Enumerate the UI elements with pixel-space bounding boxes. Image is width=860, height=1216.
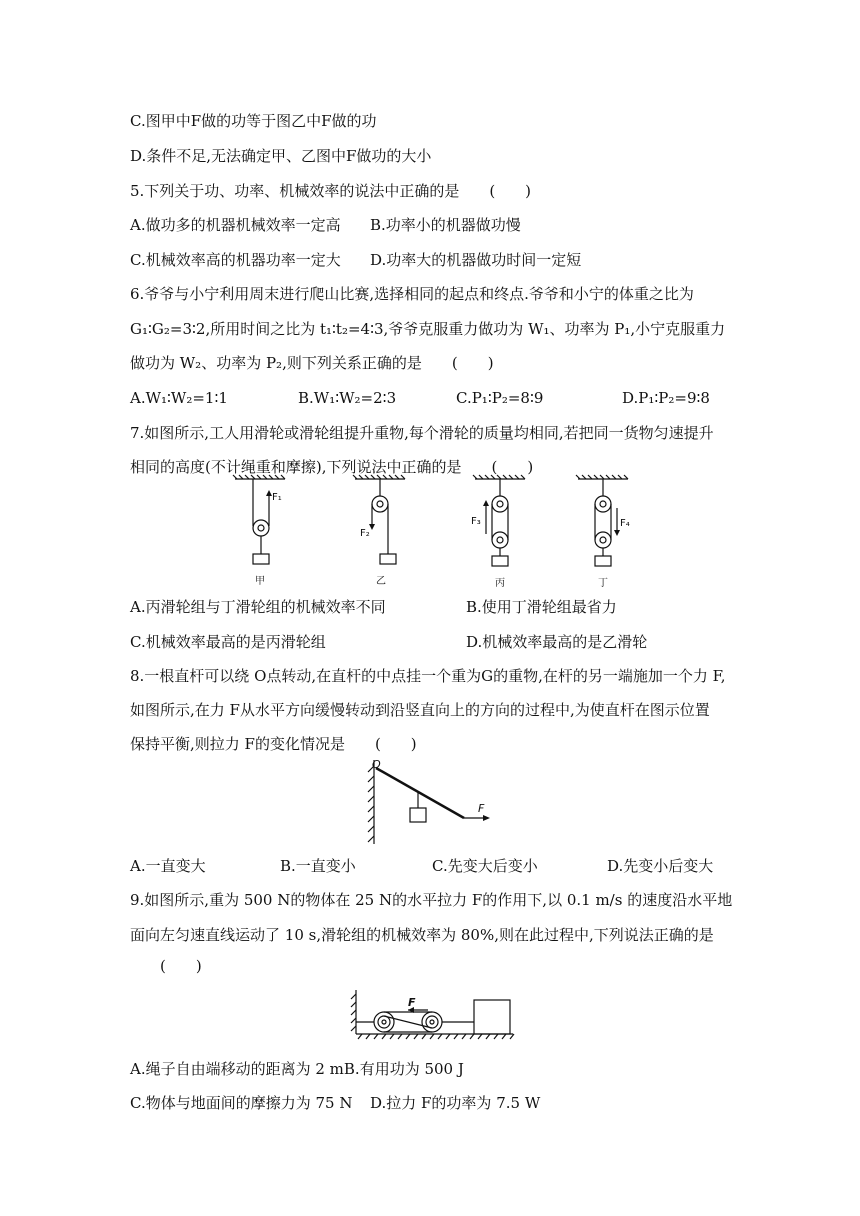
ground xyxy=(356,1034,514,1039)
ceiling-jia xyxy=(233,475,285,479)
q8-stem-line1: 8.一根直杆可以绕 O点转动,在直杆的中点挂一个重为G的重物,在杆的另一端施加一个力 F, xyxy=(130,667,726,685)
q7-caption-yi: 乙 xyxy=(376,576,386,587)
q4-option-d: D.条件不足,无法确定甲、乙图中F做功的大小 xyxy=(130,147,432,165)
block xyxy=(474,1000,510,1034)
q8-option-c: C.先变大后变小 xyxy=(432,857,538,875)
q6-option-a: A.W₁∶W₂=1∶1 xyxy=(130,389,228,407)
q9-stem-line3: ( ) xyxy=(160,957,202,975)
force-label: F xyxy=(408,996,416,1009)
q6-option-c: C.P₁∶P₂=8∶9 xyxy=(456,389,544,407)
q9-pulley-figure xyxy=(348,988,518,1044)
pivot-label: O xyxy=(372,758,381,771)
q7-label-f3: F₃ xyxy=(471,516,481,527)
q8-option-a: A.一直变大 xyxy=(130,857,206,875)
q9-option-ab: A.绳子自由端移动的距离为 2 mB.有用功为 500 J xyxy=(130,1060,464,1078)
q8-stem-line2: 如图所示,在力 F从水平方向缓慢转动到沿竖直向上的方向的过程中,为使直杆在图示位置 xyxy=(130,701,710,719)
q7-caption-jia: 甲 xyxy=(255,576,265,587)
lever-rod xyxy=(376,768,464,818)
q9-option-d: D.拉力 F的功率为 7.5 W xyxy=(370,1094,541,1112)
q8-stem-line3: 保持平衡,则拉力 F的变化情况是 ( ) xyxy=(130,735,417,753)
q6-option-d: D.P₁∶P₂=9∶8 xyxy=(622,389,710,407)
q7-label-f4: F₄ xyxy=(620,518,630,529)
q8-lever-figure xyxy=(360,756,500,846)
q7-pulley-figure xyxy=(220,474,640,594)
ceiling-bing xyxy=(473,475,525,479)
q7-label-f2: F₂ xyxy=(360,528,370,539)
force-label: F xyxy=(478,802,485,815)
q9-option-c: C.物体与地面间的摩擦力为 75 N xyxy=(130,1094,353,1112)
q7-option-a: A.丙滑轮组与丁滑轮组的机械效率不同 xyxy=(130,598,386,616)
q8-option-b: B.一直变小 xyxy=(280,857,356,875)
q7-caption-bing: 丙 xyxy=(495,578,505,589)
pulley-jia xyxy=(253,479,269,564)
q7-option-d: D.机械效率最高的是乙滑轮 xyxy=(466,633,648,651)
q9-stem-line1: 9.如图所示,重为 500 N的物体在 25 N的水平拉力 F的作用下,以 0.1 m/s 的速度沿水平地 xyxy=(130,891,733,909)
q7-stem-line2: 相同的高度(不计绳重和摩擦),下列说法中正确的是 ( ) xyxy=(130,458,534,476)
pulley-yi xyxy=(372,479,396,564)
ceiling-yi xyxy=(353,475,405,479)
q5-option-b: B.功率小的机器做功慢 xyxy=(370,216,521,234)
q9-stem-line2: 面向左匀速直线运动了 10 s,滑轮组的机械效率为 80%,则在此过程中,下列说法正确的是 xyxy=(130,926,714,944)
q6-stem-line1: 6.爷爷与小宁利用周末进行爬山比赛,选择相同的起点和终点.爷爷和小宁的体重之比为 xyxy=(130,285,694,303)
pulley-bing xyxy=(486,479,508,566)
q4-option-c: C.图甲中F做的功等于图乙中F做的功 xyxy=(130,112,377,130)
wall xyxy=(368,760,374,844)
pulley-ding xyxy=(595,479,617,566)
hanging-weight xyxy=(410,808,426,822)
q8-option-d: D.先变小后变大 xyxy=(607,857,714,875)
left-wall xyxy=(351,990,356,1034)
movable-pulley xyxy=(422,1012,442,1032)
q7-stem-line1: 7.如图所示,工人用滑轮或滑轮组提升重物,每个滑轮的质量均相同,若把同一货物匀速提升 xyxy=(130,424,714,442)
q5-option-a: A.做功多的机器机械效率一定高 xyxy=(130,216,341,234)
q6-option-b: B.W₁∶W₂=2∶3 xyxy=(298,389,397,407)
q7-option-b: B.使用丁滑轮组最省力 xyxy=(466,598,617,616)
q7-option-c: C.机械效率最高的是丙滑轮组 xyxy=(130,633,326,651)
q6-stem-line2: G₁∶G₂=3∶2,所用时间之比为 t₁∶t₂=4∶3,爷爷克服重力做功为 W₁、功率为 P₁,小宁克服重力 xyxy=(130,320,726,338)
q6-stem-line3: 做功为 W₂、功率为 P₂,则下列关系正确的是 ( ) xyxy=(130,354,494,372)
fixed-pulley xyxy=(374,1012,394,1032)
q7-caption-ding: 丁 xyxy=(598,578,608,589)
q5-stem: 5.下列关于功、功率、机械效率的说法中正确的是 ( ) xyxy=(130,182,532,200)
q7-label-f1: F₁ xyxy=(272,492,282,503)
q5-option-d: D.功率大的机器做功时间一定短 xyxy=(370,251,582,269)
q5-option-c: C.机械效率高的机器功率一定大 xyxy=(130,251,341,269)
ceiling-ding xyxy=(576,475,628,479)
